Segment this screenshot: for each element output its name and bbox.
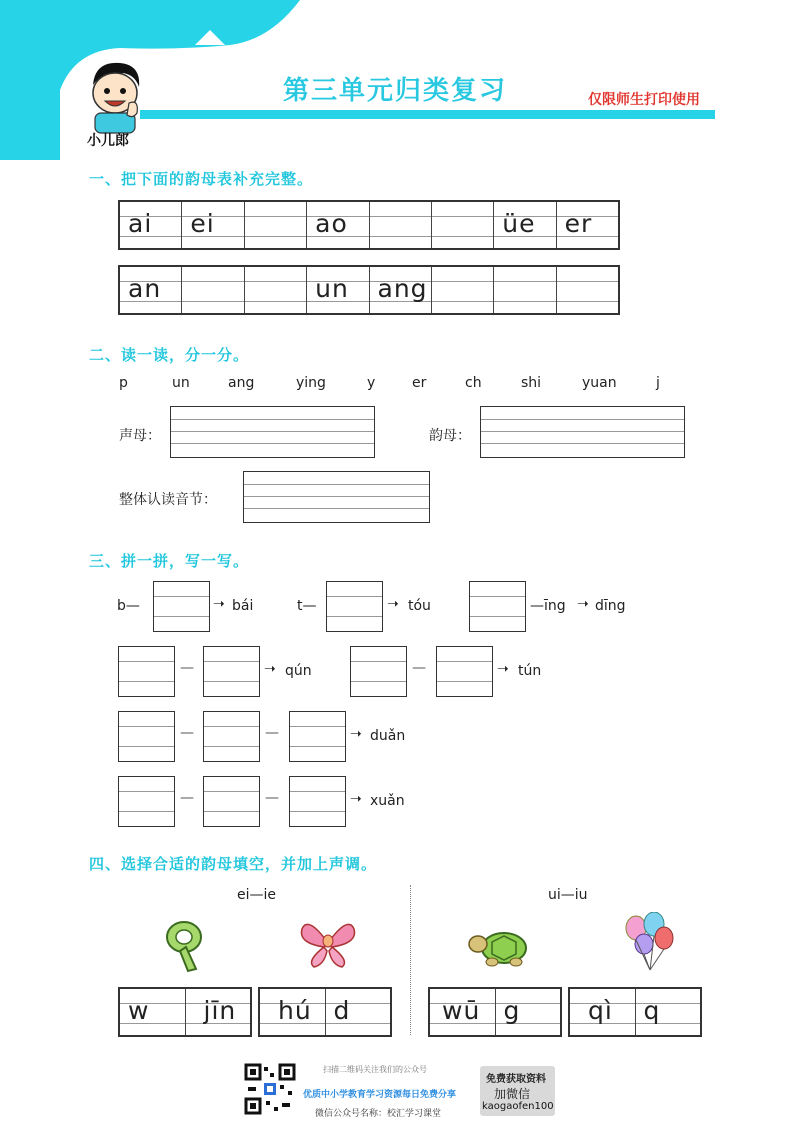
zhengti-answer-box[interactable] [243,471,430,523]
arrow-icon: ➝ [213,596,225,612]
answer-cell[interactable] [496,989,561,1035]
spell-box[interactable] [289,776,346,827]
section4-heading: 四、选择合适的韵母填空，并加上声调。 [89,855,378,873]
spell-box[interactable] [469,581,526,632]
dash: — [180,725,194,741]
dash: — [180,790,194,806]
answer-cell[interactable] [570,989,636,1035]
dash: — [412,660,426,676]
word: er [412,375,427,391]
spell-box[interactable] [203,711,260,762]
vowel-cell[interactable] [557,267,618,313]
answer-text: q [643,996,661,1025]
vowel-text: ai [128,209,153,238]
result-ding: dīng [595,598,626,614]
word: yuan [582,375,617,391]
section3-heading: 三、拼一拼，写一写。 [89,552,250,570]
result-qun: qún [285,663,312,679]
answer-text: wū [442,996,481,1025]
footer-wechat-box[interactable] [480,1066,555,1116]
mascot-boy-icon [75,55,155,135]
answer-cell[interactable] [636,989,701,1035]
initial-b: b— [117,598,140,614]
answer-grid [428,987,562,1037]
shengmu-label: 声母： [119,428,161,444]
arrow-icon: ➝ [350,726,362,742]
spell-box[interactable] [118,776,175,827]
vowel-cell[interactable] [120,267,182,313]
spell-box[interactable] [203,646,260,697]
yunmu-label: 韵母： [429,428,471,444]
section2-heading: 二、读一读，分一分。 [89,346,250,364]
zhengti-label: 整体认读音节： [119,492,217,508]
print-badge: 仅限师生打印使用 [588,92,700,108]
vowel-cell[interactable] [370,267,432,313]
vowel-cell[interactable] [182,267,244,313]
footer-free-text: 免费获取资料 [486,1074,546,1085]
word: ch [465,375,482,391]
word: shi [521,375,542,391]
vowel-text: un [315,274,349,303]
yunmu-answer-box[interactable] [480,406,685,458]
spell-box[interactable] [203,776,260,827]
page-title: 第三单元归类复习 [283,76,508,106]
arrow-icon: ➝ [387,596,399,612]
mascot-label: 小儿郎 [87,133,129,149]
footer-wechat-text: 加微信 [494,1087,531,1101]
arrow-icon: ➝ [350,791,362,807]
spell-box[interactable] [118,711,175,762]
arrow-icon: ➝ [497,661,509,677]
vowel-text: an [128,274,162,303]
word: ying [296,375,326,391]
vowel-text: ang [377,274,428,303]
qr-code-icon [244,1063,296,1115]
initial-t: t— [297,598,317,614]
spell-box[interactable] [326,581,383,632]
section1-heading: 一、把下面的韵母表补充完整。 [89,170,314,188]
right-choice: ui—iu [548,887,588,903]
final-ing: —īng [530,598,566,614]
vowel-cell[interactable] [120,202,182,248]
vowel-cell[interactable] [182,202,244,248]
answer-text: w [128,996,150,1025]
vowel-cell[interactable] [432,267,494,313]
vowel-cell[interactable] [307,267,369,313]
answer-text: g [503,996,521,1025]
spell-box[interactable] [350,646,407,697]
spell-box[interactable] [289,711,346,762]
answer-text: d [333,996,351,1025]
vowel-text: üe [502,209,536,238]
result-bai: bái [232,598,254,614]
arrow-icon: ➝ [264,661,276,677]
vowel-cell[interactable] [557,202,618,248]
shengmu-answer-box[interactable] [170,406,375,458]
word: j [656,375,660,391]
answer-grid [258,987,392,1037]
answer-text: qì [588,996,613,1025]
word: un [172,375,190,391]
vowel-table-row1 [118,200,620,250]
vowel-text: ei [190,209,215,238]
turtle-icon [466,922,534,970]
answer-cell[interactable] [326,989,391,1035]
spell-box[interactable] [153,581,210,632]
result-duan: duǎn [370,728,406,744]
result-xuan: xuǎn [370,793,405,809]
vowel-cell[interactable] [494,267,556,313]
answer-cell[interactable] [430,989,496,1035]
balloons-icon [622,912,677,974]
butterfly-icon [298,915,358,970]
vowel-cell[interactable] [307,202,369,248]
vowel-cell[interactable] [432,202,494,248]
vowel-cell[interactable] [245,267,307,313]
answer-cell[interactable] [186,989,251,1035]
answer-text: hú [278,996,312,1025]
footer-id-text: kaogaofen100 [482,1101,554,1112]
answer-text: jīn [203,996,237,1025]
spell-box[interactable] [118,646,175,697]
footer-account-text: 微信公众号名称：校汇学习课堂 [315,1109,442,1119]
vowel-text: er [564,209,593,238]
arrow-icon: ➝ [577,596,589,612]
answer-cell[interactable] [120,989,186,1035]
dash: — [265,790,279,806]
result-tou: tóu [408,598,431,614]
divider [410,885,411,1035]
answer-cell[interactable] [260,989,326,1035]
answer-grid [118,987,252,1037]
vowel-cell[interactable] [370,202,432,248]
vowel-text: ao [315,209,348,238]
result-tun: tún [518,663,542,679]
footer-share-text: 优质中小学教育学习资源每日免费分享 [303,1090,457,1100]
left-choice: ei—ie [237,887,277,903]
word: p [119,375,128,391]
word: y [367,375,376,391]
vowel-cell[interactable] [245,202,307,248]
vowel-cell[interactable] [494,202,556,248]
scarf-icon [162,917,210,973]
spell-box[interactable] [436,646,493,697]
answer-grid [568,987,702,1037]
dash: — [180,660,194,676]
footer-scan-text: 扫描二维码关注我们的公众号 [323,1065,427,1074]
word: ang [228,375,255,391]
vowel-table-row2 [118,265,620,315]
dash: — [265,725,279,741]
